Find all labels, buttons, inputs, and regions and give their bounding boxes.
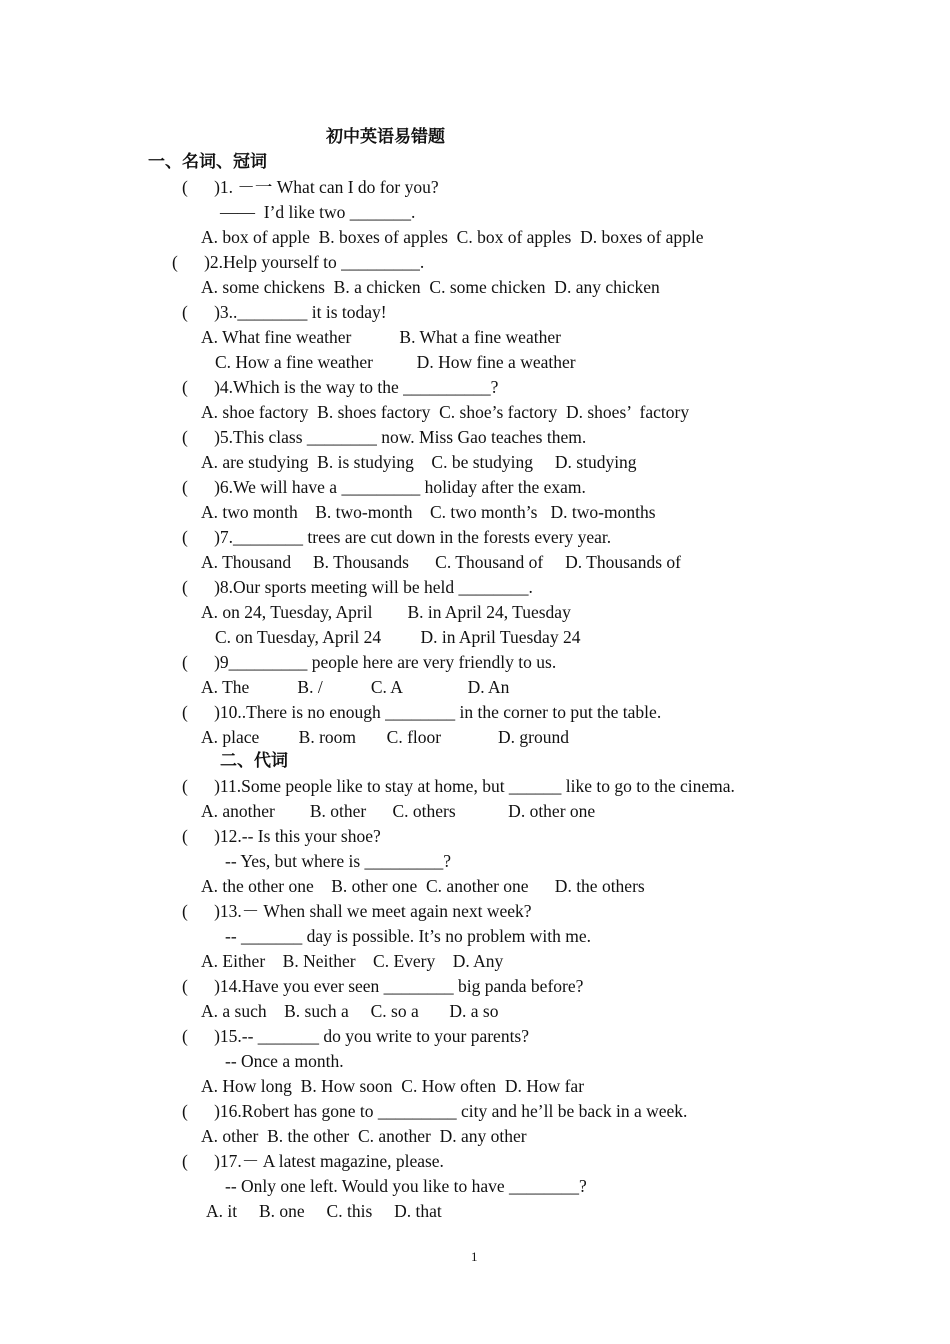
question-line: ( )7.________ trees are cut down in the forests every year. — [182, 527, 612, 547]
options-line: A. it B. one C. this D. that — [206, 1201, 442, 1221]
options-line: A. How long B. How soon C. How often D. How far — [201, 1076, 585, 1096]
options-line: A. are studying B. is studying C. be studying D. studying — [201, 452, 637, 472]
question-line: ( )1. －一 What can I do for you? — [182, 177, 439, 197]
options-line: A. the other one B. other one C. another one D. the others — [201, 876, 645, 896]
question-line: -- Once a month. — [225, 1051, 344, 1071]
options-line: A. a such B. such a C. so a D. a so — [201, 1001, 499, 1021]
question-line: ( )16.Robert has gone to _________ city and he’ll be back in a week. — [182, 1101, 688, 1121]
question-line: -- Yes, but where is _________? — [225, 851, 452, 871]
options-line: A. Either B. Neither C. Every D. Any — [201, 951, 504, 971]
question-line: ( )5.This class ________ now. Miss Gao teaches them. — [182, 427, 587, 447]
section-heading-pronouns: 二、代词 — [220, 751, 288, 771]
options-line: A. two month B. two-month C. two month’s D. two-months — [201, 502, 656, 522]
options-line: A. What fine weather B. What a fine weather — [201, 327, 561, 347]
options-line: A. shoe factory B. shoes factory C. shoe’s factory D. shoes’ factory — [201, 402, 690, 422]
options-line: A. some chickens B. a chicken C. some chicken D. any chicken — [201, 277, 660, 297]
options-line: C. How a fine weather D. How fine a weather — [215, 352, 576, 372]
question-line: ( )17.－ A latest magazine, please. — [182, 1151, 444, 1171]
question-line: ( )8.Our sports meeting will be held ________. — [182, 577, 533, 597]
question-line: ( )15.-- _______ do you write to your parents? — [182, 1026, 530, 1046]
question-line: ( )11.Some people like to stay at home, but ______ like to go to the cinema. — [182, 776, 735, 796]
options-line: C. on Tuesday, April 24 D. in April Tuesday 24 — [215, 627, 581, 647]
question-line: ( )4.Which is the way to the __________? — [182, 377, 499, 397]
question-line: ( )9_________ people here are very friendly to us. — [182, 652, 557, 672]
question-line: -- Only one left. Would you like to have ________? — [225, 1176, 587, 1196]
options-line: A. place B. room C. floor D. ground — [201, 727, 569, 747]
question-line: -- _______ day is possible. It’s no problem with me. — [225, 926, 592, 946]
question-line: ( )12.-- Is this your shoe? — [182, 826, 381, 846]
options-line: A. on 24, Tuesday, April B. in April 24, Tuesday — [201, 602, 571, 622]
question-line: ( )2.Help yourself to _________. — [172, 252, 425, 272]
page-number: 1 — [471, 1249, 478, 1264]
question-line: ( )14.Have you ever seen ________ big panda before? — [182, 976, 584, 996]
section-heading-nouns-articles: 一、名词、冠词 — [148, 152, 267, 172]
question-line: ( )6.We will have a _________ holiday after the exam. — [182, 477, 586, 497]
question-line: ( )3..________ it is today! — [182, 302, 387, 322]
options-line: A. another B. other C. others D. other one — [201, 801, 596, 821]
options-line: A. The B. / C. A D. An — [201, 677, 510, 697]
page-title: 初中英语易错题 — [326, 127, 445, 147]
question-line: ( )10..There is no enough ________ in the corner to put the table. — [182, 702, 662, 722]
options-line: A. Thousand B. Thousands C. Thousand of D. Thousands of — [201, 552, 681, 572]
question-line: ( )13.－ When shall we meet again next week? — [182, 901, 532, 921]
options-line: A. other B. the other C. another D. any other — [201, 1126, 527, 1146]
options-line: A. box of apple B. boxes of apples C. box of apples D. boxes of apple — [201, 227, 704, 247]
question-line: —— I’d like two _______. — [220, 202, 416, 222]
